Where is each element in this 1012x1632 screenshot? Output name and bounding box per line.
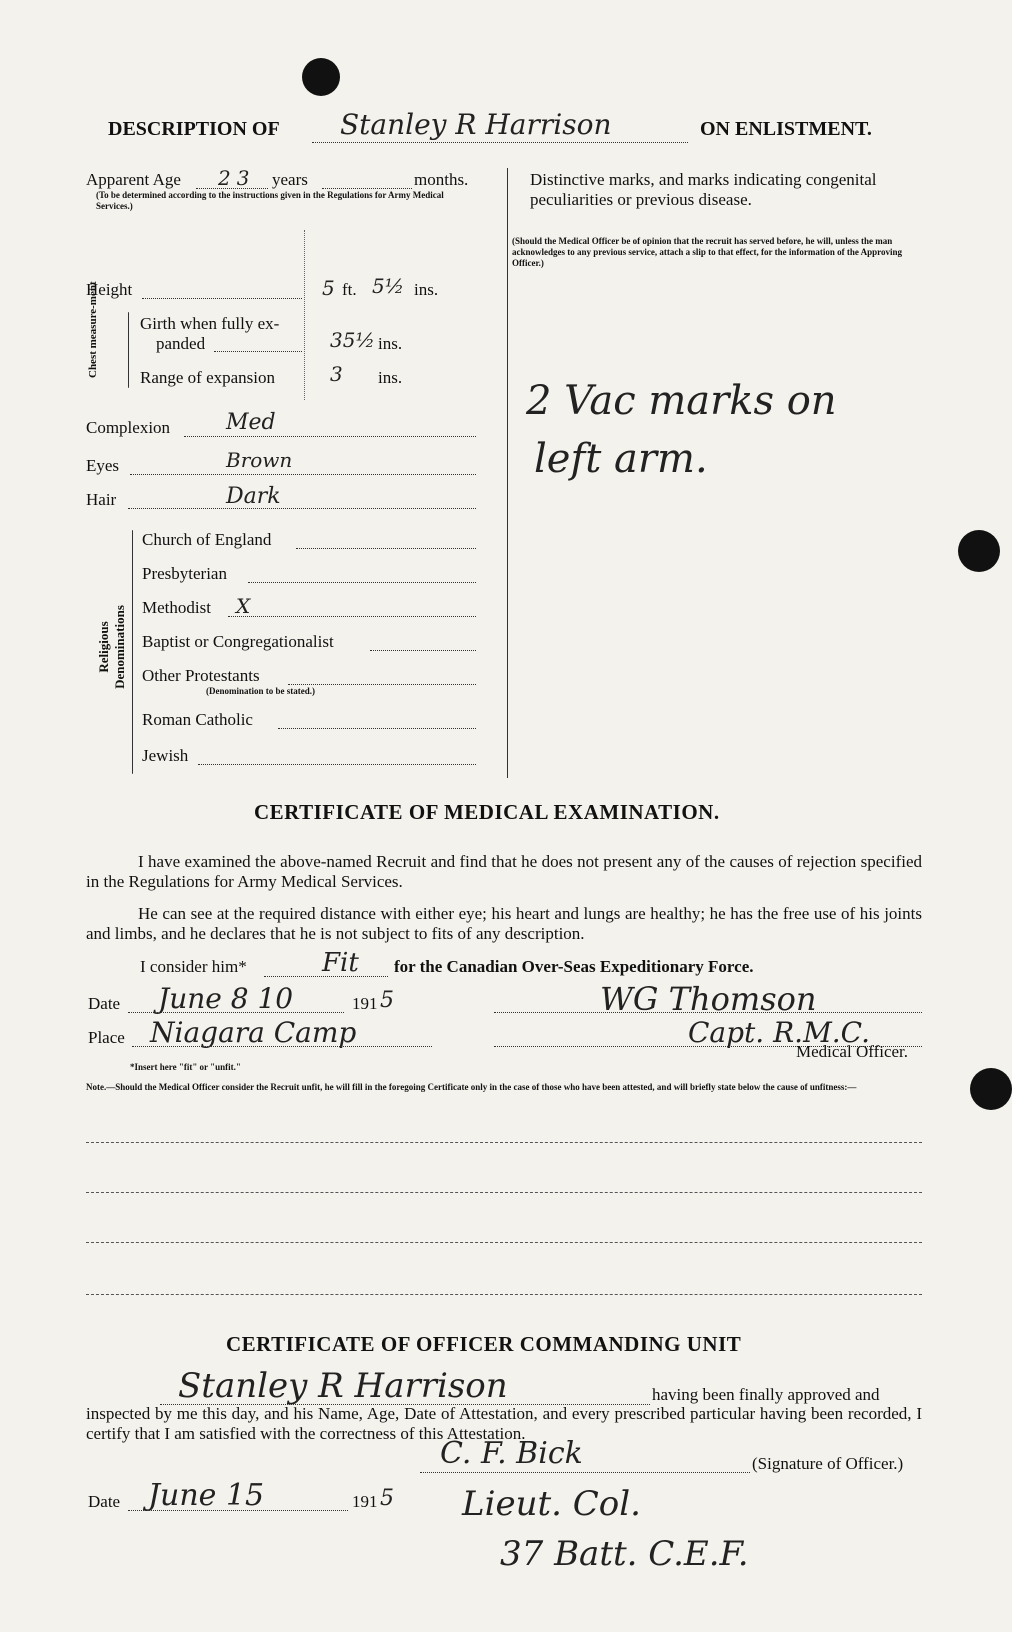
chest-label: Chest measure-ment bbox=[87, 281, 99, 378]
commanding-text2: inspected by me this day, and his Name, Age, Date of Attestation, and every prescribed particular having been recorded, I certify that I am satisfied with the correctness of this Attestation. bbox=[86, 1404, 922, 1443]
girth-value: 35½ bbox=[330, 328, 375, 352]
commanding-signature: C. F. Bick bbox=[440, 1436, 583, 1471]
girth-label-2: panded bbox=[156, 334, 206, 353]
commanding-sig-label: (Signature of Officer.) bbox=[752, 1454, 904, 1473]
marks-entry-line2: left arm. bbox=[534, 436, 708, 482]
punch-hole-top bbox=[302, 58, 340, 96]
commanding-date-value: June 15 bbox=[148, 1478, 265, 1513]
eyes-value: Brown bbox=[226, 448, 293, 472]
medical-officer-label: Medical Officer. bbox=[796, 1042, 909, 1061]
punch-hole-right-lower bbox=[970, 1068, 1012, 1110]
religion-other-protestants: Other Protestants bbox=[142, 666, 260, 685]
girth-label-1: Girth when fully ex- bbox=[140, 314, 280, 333]
height-label: Height bbox=[86, 280, 133, 299]
age-label: Apparent Age bbox=[86, 170, 181, 189]
religion-church-of-england: Church of England bbox=[142, 530, 272, 549]
hair-value: Dark bbox=[226, 484, 281, 509]
medical-para2: He can see at the required distance with either eye; his heart and lungs are healthy; he has the free use of his joints and limbs, and he declares that he is not subject to fits of any description. bbox=[86, 904, 922, 943]
religion-jewish: Jewish bbox=[142, 746, 189, 765]
medical-date-label: Date bbox=[88, 994, 121, 1013]
complexion-label: Complexion bbox=[86, 418, 171, 437]
religion-presbyterian: Presbyterian bbox=[142, 564, 227, 583]
religion-roman-catholic: Roman Catholic bbox=[142, 710, 253, 729]
medical-para1: I have examined the above-named Recruit and find that he does not present any of the causes of rejection specified in the Regulations for Army Medical Services. bbox=[86, 852, 922, 891]
medical-year-printed: 191 bbox=[352, 994, 378, 1013]
marks-entry-line1: 2 Vac marks on bbox=[526, 378, 837, 424]
recruit-name: Stanley R Harrison bbox=[340, 108, 612, 141]
consider-value: Fit bbox=[322, 948, 359, 978]
religion-methodist: Methodist bbox=[142, 598, 211, 617]
religion-heading: Religious Denominations bbox=[96, 605, 127, 689]
age-value: 23 bbox=[218, 166, 256, 190]
commanding-rank: Lieut. Col. bbox=[462, 1484, 641, 1524]
range-ins-label: ins. bbox=[378, 368, 403, 387]
girth-ins-label: ins. bbox=[378, 334, 403, 353]
header-prefix: DESCRIPTION OF bbox=[108, 118, 280, 140]
header-suffix: ON ENLISTMENT. bbox=[700, 118, 872, 140]
complexion-value: Med bbox=[226, 410, 276, 435]
medical-rank: Capt. R.M.C. bbox=[688, 1016, 870, 1049]
religion-other-note: (Denomination to be stated.) bbox=[206, 686, 315, 696]
medical-title: CERTIFICATE OF MEDICAL EXAMINATION. bbox=[254, 800, 720, 824]
punch-hole-right-upper bbox=[958, 530, 1000, 572]
commanding-name: Stanley R Harrison bbox=[178, 1366, 508, 1406]
commanding-year-printed: 191 bbox=[352, 1492, 378, 1511]
age-note: (To be determined according to the instructions given in the Regulations for Army Medical Services.) bbox=[96, 190, 444, 211]
medical-year-hand: 5 bbox=[380, 988, 394, 1013]
commanding-date-label: Date bbox=[88, 1492, 121, 1511]
months-label: months. bbox=[414, 170, 469, 189]
medical-insert-note: *Insert here "fit" or "unfit." bbox=[130, 1062, 241, 1072]
height-ft: 5 bbox=[322, 276, 335, 300]
medical-place-value: Niagara Camp bbox=[150, 1016, 357, 1049]
commanding-title: CERTIFICATE OF OFFICER COMMANDING UNIT bbox=[226, 1332, 742, 1356]
consider-suffix: for the Canadian Over-Seas Expeditionary Force. bbox=[394, 957, 754, 976]
marks-note: (Should the Medical Officer be of opinion that the recruit has served before, he will, unless the man acknowledges to any previous service, attach a slip to that effect, for the information of the Approving Officer.) bbox=[512, 236, 902, 268]
medical-place-label: Place bbox=[88, 1028, 125, 1047]
marks-heading: Distinctive marks, and marks indicating congenital peculiarities or previous disease. bbox=[530, 170, 877, 209]
religion-baptist: Baptist or Congregationalist bbox=[142, 632, 334, 651]
eyes-label: Eyes bbox=[86, 456, 120, 475]
range-label: Range of expansion bbox=[140, 368, 276, 387]
commanding-year-hand: 5 bbox=[380, 1486, 394, 1511]
hair-label: Hair bbox=[86, 490, 117, 509]
religion-methodist-mark: X bbox=[236, 594, 251, 618]
medical-signature: WG Thomson bbox=[600, 980, 817, 1018]
ft-label: ft. bbox=[342, 280, 357, 299]
commanding-unit: 37 Batt. C.E.F. bbox=[500, 1534, 749, 1574]
medical-unfit-note: Note.—Should the Medical Officer consider the Recruit unfit, he will fill in the foregoing Certificate only in the case of those who have been attested, and will briefly state below the cause of unfitness:— bbox=[86, 1082, 857, 1092]
commanding-text1: having been finally approved and bbox=[652, 1385, 880, 1404]
height-ins-label: ins. bbox=[414, 280, 439, 299]
consider-prefix: I consider him* bbox=[140, 957, 247, 976]
medical-date-value: June 8 10 bbox=[158, 982, 294, 1015]
years-label: years bbox=[272, 170, 308, 189]
height-in: 5½ bbox=[372, 274, 405, 298]
range-value: 3 bbox=[330, 362, 343, 386]
